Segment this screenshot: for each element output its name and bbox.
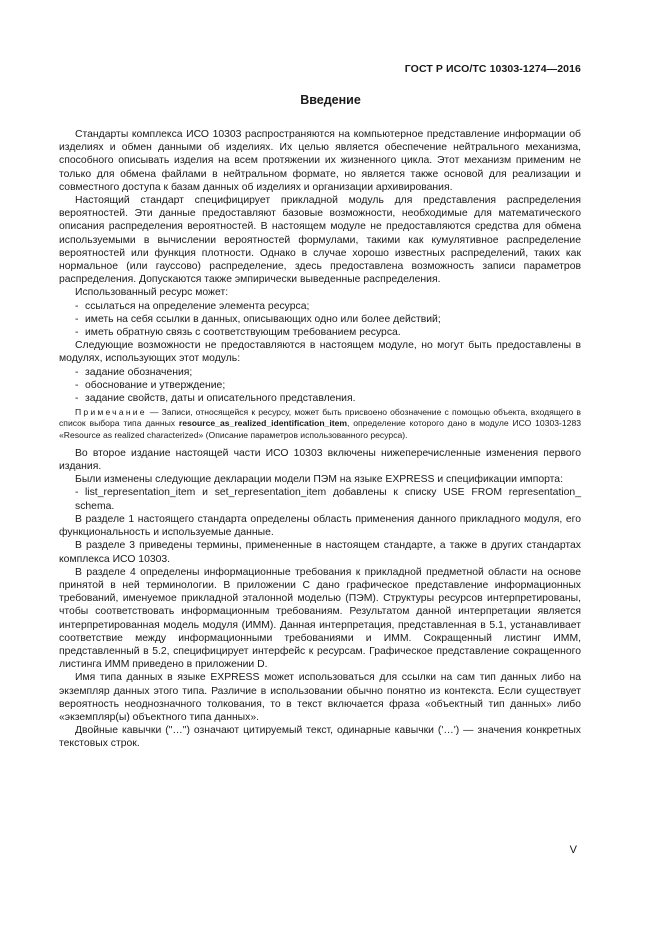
note-text: — Записи, относящейся к ресурсу, может быть присвоено обозначение с помощью объекта, входящего в список выбора типа данных — [59, 407, 581, 429]
list-item-text: обоснование и утверждение; — [85, 379, 226, 391]
standard-designation: ГОСТ Р ИСО/ТС 10303-1274—2016 — [404, 63, 581, 75]
paragraph: Настоящий стандарт специфицирует прикладной модуль для представления распределения вероятностей. Эти данные предоставляют базовые возможности, необходимые для математического описания распределения вероятностей. В настоящем модуле не предоставляются средства для обмена используемыми в вычислении вероятностей формулами, такими как кумулятивное распределение вероятностей или функция плотности. Однако в случае хорошо известных распределений, таких как нормальное (или гауссово) распределение, здесь предоставлена возможность записи параметров распределения. Допускаются также эмпирически выведенные распределения. — [59, 195, 581, 286]
paragraph: Были изменены следующие декларации модели ПЭМ на языке EXPRESS и спецификации импорта: — [75, 474, 563, 486]
list-item-text: иметь на себя ссылки в данных, описывающих одно или более действий; — [85, 313, 441, 325]
note-label: Примечание — [75, 407, 147, 418]
list-item: - задание свойств, даты и описательного представления. — [75, 393, 356, 405]
paragraph: Следующие возможности не предоставляются в настоящем модуле, но могут быть предоставлены в модулях, использующих этот модуль: — [59, 340, 581, 365]
paragraph: В разделе 1 настоящего стандарта определены область применения данного прикладного модуля, его функциональность и используемые данные. — [59, 513, 581, 539]
list-item: - ссылаться на определение элемента ресурса; — [75, 300, 310, 312]
list-item: - обоснование и утверждение; — [75, 379, 226, 391]
note — [59, 407, 581, 441]
paragraph: В разделе 3 приведены термины, примененные в настоящем стандарте, а также в других стандартах комплекса ИСО 10303. — [59, 540, 581, 565]
page-number: V — [569, 844, 577, 856]
paragraph: Использованный ресурс может: — [75, 287, 229, 299]
paragraph: В разделе 4 определены информационные требования к прикладной предметной области на основе принятой в ней терминологии. В приложении С дано графическое представление информационных требований, именуемое прикладной эталонной моделью (ПЭМ). Структуры ресурсов интерпретированы, чтобы соответствовать информационным требованиям. Результатом данной интерпретации является интерпретированная модель модуля (ИММ). Данная интерпретация, представленная в 5.1, устанавливает соответствие между информационными требованиями и ИММ. Сокращенный листинг ИММ, представленный в 5.2, специфицирует интерфейс к ресурсам. Графическое представление сокращенного листинга ИММ приведено в приложении D. — [59, 566, 581, 671]
list-item: - иметь на себя ссылки в данных, описывающих одно или более действий; — [75, 313, 441, 325]
list-item-text: ссылаться на определение элемента ресурса; — [85, 300, 310, 312]
paragraph: Имя типа данных в языке EXPRESS может использоваться для ссылки на сам тип данных либо на экземпляр данных этого типа. Различие в использовании обычно понятно из контекста. Если существует вероятность неоднозначного толкования, то в текст включается фраза «объектный тип данных» либо «экземпляр(ы) объектного типа данных». — [59, 672, 581, 723]
note-entity-name: resource_as_realized_identification_item — [178, 418, 348, 429]
paragraph: Двойные кавычки ("…") означают цитируемый текст, одинарные кавычки ('…') — значения конкретных текстовых строк. — [59, 725, 581, 750]
introduction-body — [59, 128, 581, 751]
note-text-end: , определение которого дано в модуле ИСО 10303-1283 «Resource as realized characterized» (Описание параметров использованного ресурса). — [59, 418, 582, 440]
list-item: - иметь обратную связь с соответствующим требованием ресурса. — [75, 327, 401, 339]
list-item-text: задание свойств, даты и описательного представления. — [85, 393, 356, 405]
list-item-text: иметь обратную связь с соответствующим требованием ресурса. — [85, 327, 401, 339]
list-item-text: задание обозначения; — [85, 366, 193, 378]
paragraph: Стандарты комплекса ИСО 10303 распространяются на компьютерное представление информации об изделиях и обмен данными об изделиях. Их целью является обеспечение нейтрального механизма, способного описывать изделия на всем протяжении их жизненного цикла. Этот механизм применим не только для обмена файлами в нейтральном формате, но является также основой для реализации и совместного доступа к базам данных об изделиях и организации архивирования. — [59, 129, 581, 193]
list-item-text: list_representation_item и set_representation_item добавлены к списку USE FROM representation_ schema. — [75, 487, 581, 512]
section-title: Введение — [300, 93, 361, 107]
paragraph: Во второе издание настоящей части ИСО 10303 включены нижеперечисленные изменения первого издания. — [59, 447, 581, 473]
list-item: - задание обозначения; — [75, 366, 193, 378]
list-item: - list_representation_item и set_representation_item добавлены к списку USE FROM representation_ schema. — [75, 487, 581, 512]
